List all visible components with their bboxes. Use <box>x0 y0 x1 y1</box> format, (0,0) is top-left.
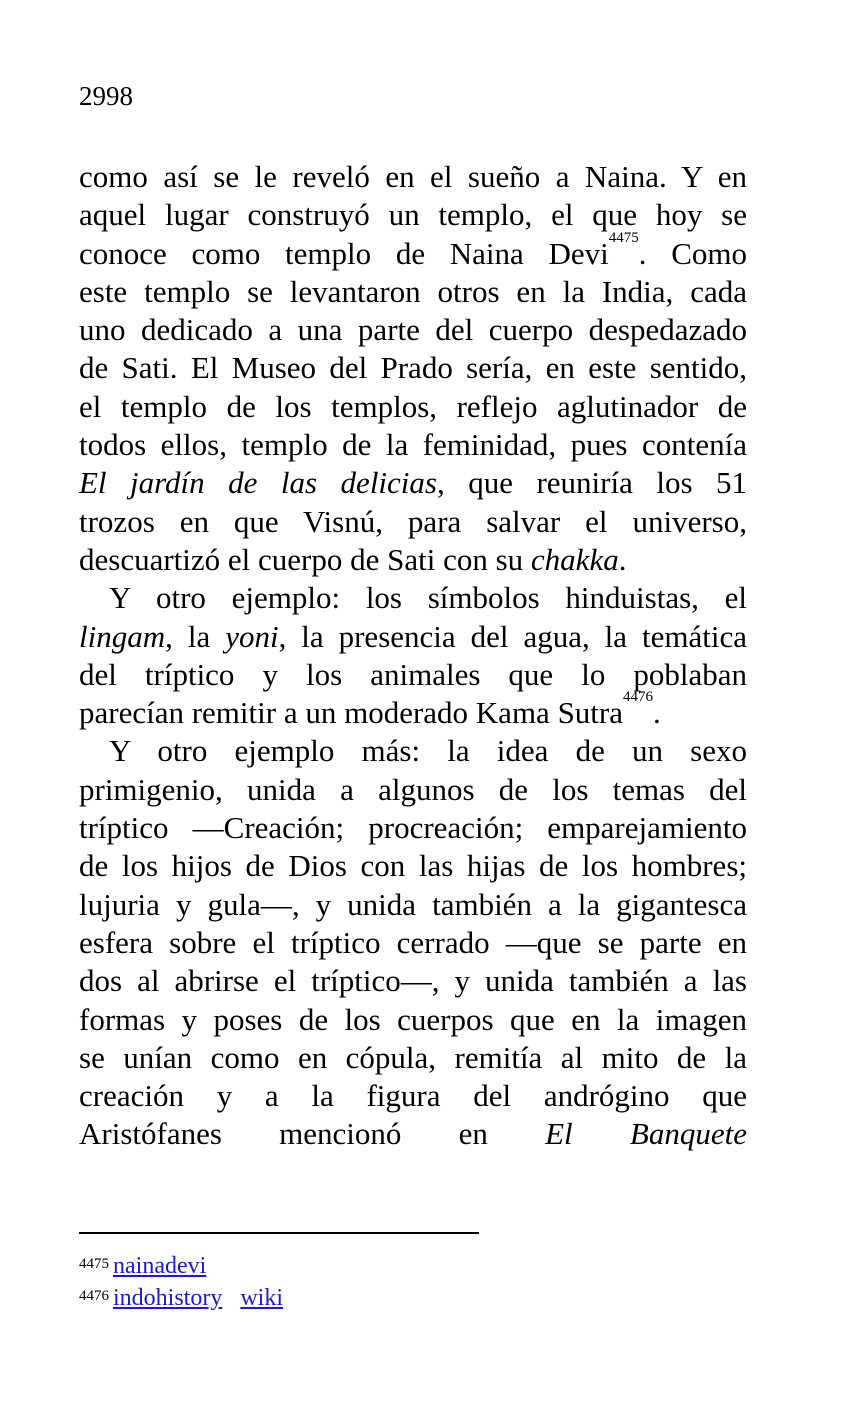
text-line: trozos en que Visnú, para salvar el universo, <box>79 503 747 539</box>
footnotes <box>79 1250 283 1314</box>
page-number: 2998 <box>79 81 133 111</box>
text-fragment: conoce como templo de Naina Devi <box>79 235 609 271</box>
text-line: tríptico —Creación; procreación; emparejamiento <box>79 810 747 846</box>
text-line: Y otro ejemplo: los símbolos hinduistas, el <box>109 580 747 616</box>
text-line: primigenio, unida a algunos de los temas del <box>79 771 747 807</box>
footnote-number: 4475 <box>79 1256 109 1272</box>
emphasis-term: chakka <box>530 541 619 577</box>
footnote-link-nainadevi[interactable]: nainadevi <box>113 1253 207 1279</box>
text-line: del tríptico y los animales que lo poblaban <box>79 656 747 692</box>
text-line: lujuria y gula—, y unida también a la gigantesca <box>79 886 747 922</box>
text-line <box>79 541 747 579</box>
text-line: todos ellos, templo de la feminidad, pues contenía <box>79 427 747 463</box>
footnote-link-indohistory[interactable]: indohistory <box>113 1285 223 1311</box>
text-line: uno dedicado a una parte del cuerpo despedazado <box>79 312 747 348</box>
footnote-ref-4475: 4475 <box>608 229 639 246</box>
text-line: de Sati. El Museo del Prado sería, en este sentido, <box>79 350 747 386</box>
text-line: este templo se levantaron otros en la India, cada <box>79 273 747 309</box>
emphasis-term: lingam <box>79 618 166 654</box>
text-fragment: , la <box>165 618 226 654</box>
text-line: aquel lugar construyó un templo, el que hoy se <box>79 197 747 233</box>
text-fragment: parecían remitir a un moderado Kama Sutra <box>79 695 623 731</box>
artwork-title: El jardín de las delicias <box>79 465 437 501</box>
text-line: se unían como en cópula, remitía al mito de la <box>79 1039 747 1075</box>
text-fragment: , que reuniría los 51 <box>436 465 747 501</box>
text-fragment: . <box>653 695 661 731</box>
book-title: El Banquete <box>545 1116 747 1152</box>
text-fragment: . <box>618 541 627 577</box>
text-line: esfera sobre el tríptico cerrado —que se parte en <box>79 924 747 960</box>
text-line: de los hijos de Dios con las hijas de los hombres; <box>79 848 747 884</box>
footnote-link-wiki[interactable]: wiki <box>240 1285 284 1311</box>
paragraph-1 <box>79 158 747 579</box>
paragraph-3 <box>79 732 747 1153</box>
text-line <box>79 689 747 732</box>
text-fragment: descuartizó el cuerpo de Sati con su <box>79 541 531 577</box>
text-line <box>79 1115 747 1153</box>
footnote-4476 <box>79 1282 283 1314</box>
footnote-ref-4476: 4476 <box>623 689 653 706</box>
text-line: creación y a la figura del andrógino que <box>79 1078 747 1114</box>
main-text <box>79 158 747 1154</box>
footnote-4475 <box>79 1250 283 1282</box>
text-line: Y otro ejemplo más: la idea de un sexo <box>109 733 747 769</box>
text-line: dos al abrirse el tríptico—, y unida también a las <box>79 963 747 999</box>
paragraph-2 <box>79 579 747 732</box>
text-line <box>79 229 747 273</box>
footnote-number: 4476 <box>79 1288 109 1304</box>
text-line <box>79 618 747 656</box>
text-line <box>79 464 747 502</box>
text-fragment: . Como <box>638 235 747 271</box>
text-line: el templo de los templos, reflejo aglutinador de <box>79 388 747 424</box>
text-fragment: , la presencia del agua, la temática <box>278 618 747 654</box>
text-line: formas y poses de los cuerpos que en la imagen <box>79 1001 747 1037</box>
text-line: como así se le reveló en el sueño a Naina. Y en <box>79 159 747 194</box>
footnote-divider <box>79 1232 479 1234</box>
emphasis-term: yoni <box>225 618 279 654</box>
text-fragment: Aristófanes mencionó en <box>79 1116 546 1152</box>
